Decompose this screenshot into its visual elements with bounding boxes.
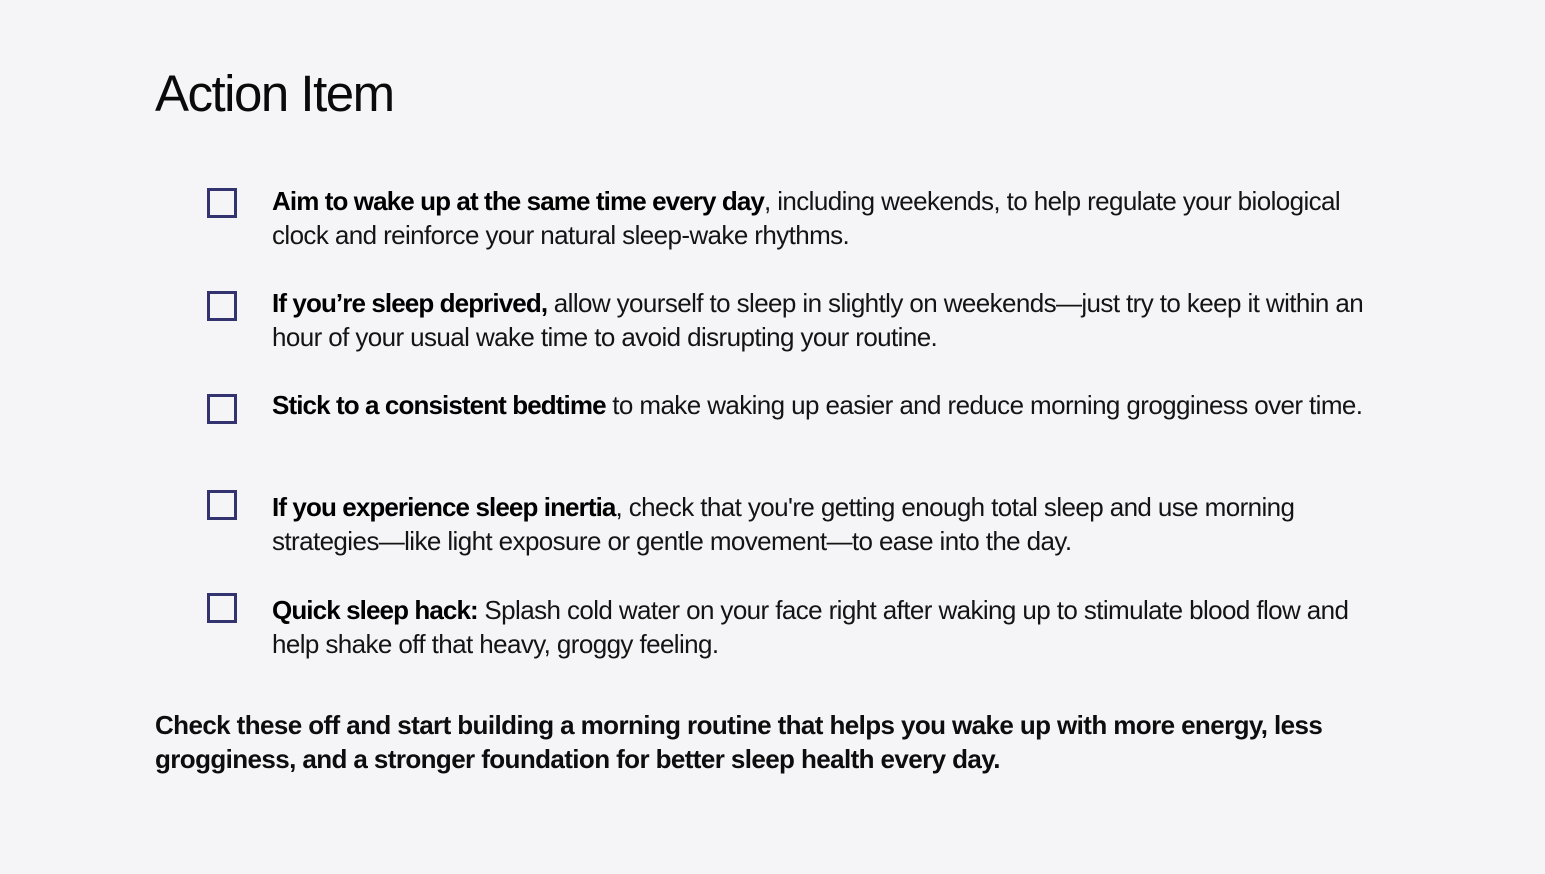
checkbox-icon[interactable] [207, 188, 237, 218]
checklist-item-text [272, 184, 1397, 252]
closing-note-text: Check these off and start building a morning routine that helps you wake up with more energy, less grogginess, and a stronger foundation for better sleep health every day. [155, 710, 1323, 774]
checklist-item-bold: If you experience sleep inertia [272, 492, 616, 522]
closing-note [155, 708, 1375, 776]
checkbox-icon[interactable] [207, 593, 237, 623]
checklist-item-body: to make waking up easier and reduce morning grogginess over time. [605, 390, 1363, 420]
checklist-item-bold: Quick sleep hack: [272, 595, 478, 625]
checkbox-icon[interactable] [207, 291, 237, 321]
checklist-item-text [272, 593, 1397, 661]
checklist-item-bold: Aim to wake up at the same time every day [272, 186, 764, 216]
checklist-item-bold: Stick to a consistent bedtime [272, 390, 606, 420]
checklist-item-text [272, 490, 1397, 558]
checklist-item-body: allow yourself to sleep in slightly on weekends—just try to keep it within an hour of your usual wake time to avoid disrupting your routine. [272, 288, 1364, 352]
page-title: Action Item [155, 65, 394, 122]
checklist-item-body: Splash cold water on your face right after waking up to stimulate blood flow and help shake off that heavy, groggy feeling. [272, 595, 1349, 659]
checklist-item-text [272, 388, 1397, 422]
checklist-item-text [272, 286, 1397, 354]
checklist-item-body: , including weekends, to help regulate your biological clock and reinforce your natural sleep-wake rhythms. [272, 186, 1341, 250]
checkbox-icon[interactable] [207, 490, 237, 520]
checkbox-icon[interactable] [207, 394, 237, 424]
checklist-item-body: , check that you're getting enough total sleep and use morning strategies—like light exposure or gentle movement—to ease into the day. [272, 492, 1295, 556]
checklist-item-bold: If you’re sleep deprived, [272, 288, 548, 318]
